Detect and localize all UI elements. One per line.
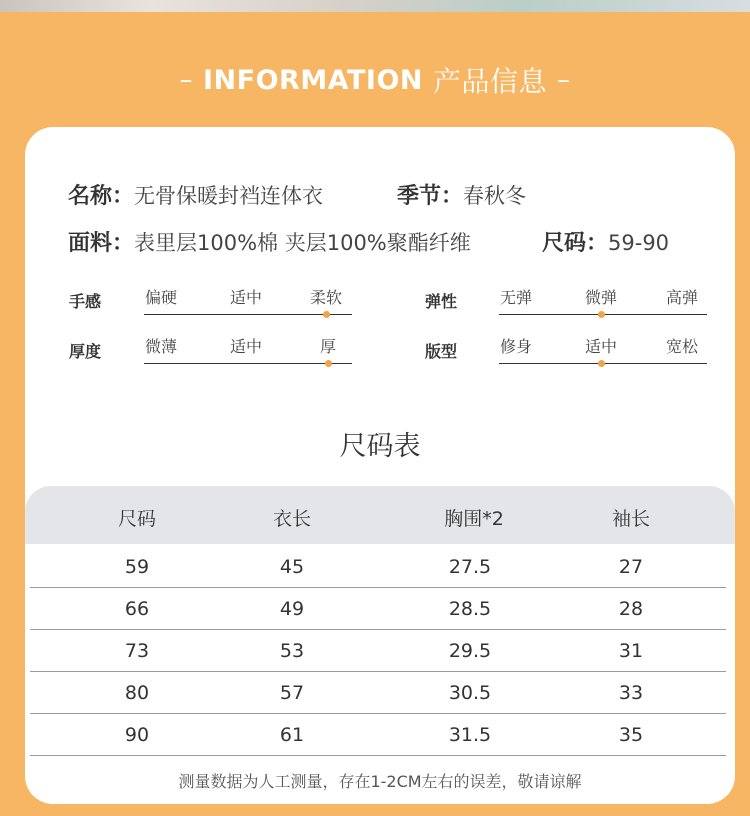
measurement-note: 测量数据为人工测量，存在1-2CM左右的误差，敬请谅解: [178, 772, 582, 791]
header-cell: 袖长: [611, 508, 651, 530]
name-row: [68, 179, 323, 210]
table-cell: 80: [124, 682, 150, 704]
table-cell: 33: [618, 682, 644, 704]
feel-scale: [144, 285, 352, 315]
size-table-title: 尺码表: [339, 431, 421, 462]
size-table-header: [25, 486, 735, 544]
table-cell: 66: [124, 598, 150, 620]
elasticity-marker-dot: [598, 311, 605, 318]
name-value: 无骨保暖封裆连体衣: [134, 184, 324, 208]
table-cell: 31.5: [448, 724, 492, 746]
header-dash-left: –: [179, 65, 193, 95]
size-range-value: 59-90: [608, 231, 670, 255]
name-label: 名称：: [68, 184, 135, 209]
thickness-label: 厚度: [69, 342, 102, 361]
thickness-scale-line: [144, 363, 352, 364]
elasticity-option: 高弹: [666, 288, 699, 307]
thickness-option: 适中: [230, 337, 263, 356]
elasticity-option: 微弹: [585, 288, 618, 307]
table-row: [30, 714, 726, 756]
elasticity-option: 无弹: [500, 288, 533, 307]
season-label: 季节：: [397, 184, 464, 209]
fit-scale: [499, 334, 707, 364]
table-row: [30, 546, 726, 588]
thickness-scale: [144, 334, 352, 364]
table-cell: 45: [279, 556, 305, 578]
feel-option: 柔软: [310, 288, 343, 307]
top-photo-strip: [0, 0, 750, 12]
header-dash-right: –: [557, 65, 571, 95]
fit-marker-dot: [598, 360, 605, 367]
table-cell: 28.5: [448, 598, 492, 620]
thickness-option: 厚: [320, 337, 337, 356]
fabric-row: [68, 226, 471, 257]
elasticity-scale: [499, 285, 707, 315]
feel-option: 偏硬: [145, 288, 178, 307]
season-value: 春秋冬: [463, 184, 527, 208]
table-row: [30, 588, 726, 630]
header-cell: 胸围*2: [444, 508, 504, 530]
section-header: [0, 60, 750, 100]
table-cell: 57: [279, 682, 305, 704]
info-card: [25, 127, 735, 804]
table-cell: 73: [124, 640, 150, 662]
table-row: [30, 672, 726, 714]
fabric-label: 面料：: [68, 231, 135, 256]
feel-label: 手感: [69, 292, 102, 311]
feel-scale-line: [144, 314, 352, 315]
season-row: [397, 179, 526, 210]
table-cell: 27: [618, 556, 644, 578]
table-cell: 53: [279, 640, 305, 662]
thickness-option: 微薄: [145, 337, 178, 356]
table-cell: 35: [618, 724, 644, 746]
feel-option: 适中: [230, 288, 263, 307]
table-cell: 29.5: [448, 640, 492, 662]
header-title-cn: 产品信息: [433, 65, 548, 98]
table-cell: 49: [279, 598, 305, 620]
table-cell: 31: [618, 640, 644, 662]
table-cell: 28: [618, 598, 644, 620]
feel-marker-dot: [323, 311, 330, 318]
fit-label: 版型: [425, 342, 458, 361]
header-title-en: INFORMATION: [202, 64, 423, 96]
table-cell: 30.5: [448, 682, 492, 704]
thickness-marker-dot: [325, 360, 332, 367]
table-cell: 90: [124, 724, 150, 746]
table-row: [30, 630, 726, 672]
fit-option: 适中: [585, 337, 618, 356]
table-cell: 61: [279, 724, 305, 746]
size-range-label: 尺码：: [542, 231, 609, 256]
fabric-value: 表里层100%棉 夹层100%聚酯纤维: [134, 231, 471, 255]
elasticity-label: 弹性: [425, 292, 458, 311]
size-range-row: [542, 226, 669, 257]
fit-option: 宽松: [666, 337, 699, 356]
fit-option: 修身: [500, 337, 533, 356]
header-cell: 尺码: [117, 508, 157, 530]
table-cell: 27.5: [448, 556, 492, 578]
table-cell: 59: [124, 556, 150, 578]
header-cell: 衣长: [272, 508, 312, 530]
